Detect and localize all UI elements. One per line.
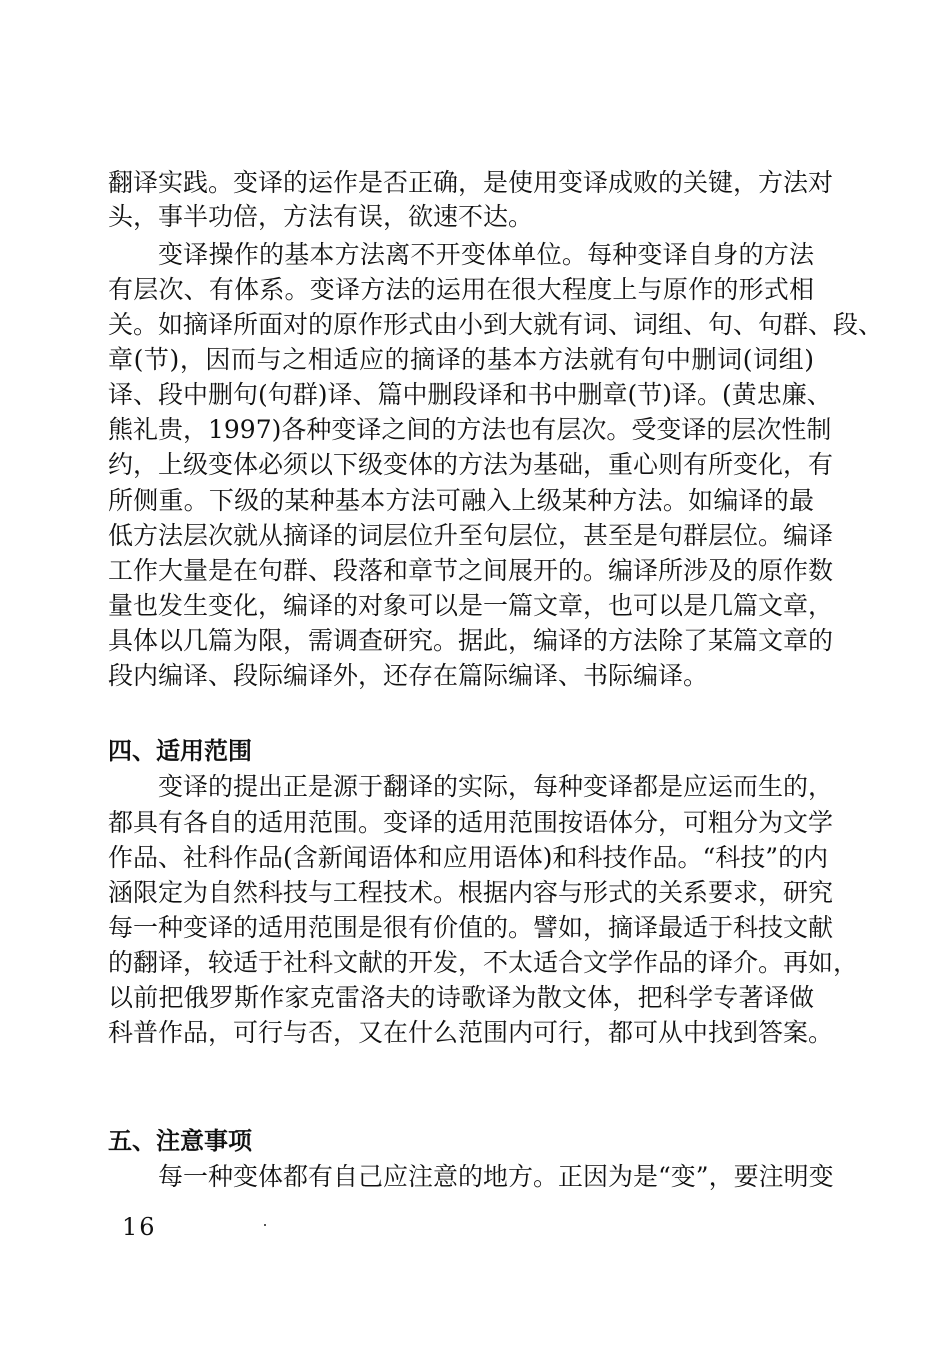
text-line: 段内编译、段际编译外，还存在篇际编译、书际编译。 — [108, 661, 709, 690]
text-line: 都具有各自的适用范围。变译的适用范围按语体分，可粗分为文学 — [108, 808, 834, 837]
section-heading: 五、注意事项 — [108, 1127, 252, 1155]
text-line: 头，事半功倍，方法有误，欲速不达。 — [108, 202, 534, 231]
text-line: 具体以几篇为限，需调查研究。据此，编译的方法除了某篇文章的 — [108, 626, 834, 655]
scan-speck — [264, 1224, 266, 1226]
text-line: 熊礼贵，1997)各种变译之间的方法也有层次。受变译的层次性制 — [108, 415, 832, 444]
text-line: 低方法层次就从摘译的词层位升至句层位，甚至是句群层位。编译 — [108, 521, 834, 550]
text-line: 译、段中删句(句群)译、篇中删段译和书中删章(节)译。(黄忠廉、 — [108, 380, 832, 409]
text-line: 量也发生变化，编译的对象可以是一篇文章，也可以是几篇文章， — [108, 591, 834, 620]
text-line: 有层次、有体系。变译方法的运用在很大程度上与原作的形式相 — [108, 275, 814, 304]
text-line: 章(节)，因而与之相适应的摘译的基本方法就有句中删词(词组) — [108, 345, 814, 374]
text-line: 科普作品，可行与否，又在什么范围内可行，都可从中找到答案。 — [108, 1018, 834, 1047]
text-line: 以前把俄罗斯作家克雷洛夫的诗歌译为散文体，把科学专著译做 — [108, 983, 814, 1012]
text-line: 约，上级变体必须以下级变体的方法为基础，重心则有所变化，有 — [108, 450, 834, 479]
text-line: 工作大量是在句群、段落和章节之间展开的。编译所涉及的原作数 — [108, 556, 834, 585]
text-line: 每一种变译的适用范围是很有价值的。譬如，摘译最适于科技文献 — [108, 913, 834, 942]
text-line: 涵限定为自然科技与工程技术。根据内容与形式的关系要求，研究 — [108, 878, 834, 907]
page-number: 16 — [122, 1213, 157, 1241]
text-line: 的翻译，较适于社科文献的开发，不太适合文学作品的译介。再如， — [108, 948, 859, 977]
text-line: 每一种变体都有自己应注意的地方。正因为是“变”，要注明变 — [158, 1162, 834, 1191]
text-line: 翻译实践。变译的运作是否正确，是使用变译成败的关键，方法对 — [108, 168, 834, 197]
text-line: 变译操作的基本方法离不开变体单位。每种变译自身的方法 — [158, 240, 814, 269]
text-line: 关。如摘译所面对的原作形式由小到大就有词、词组、句、句群、段、 — [108, 310, 884, 339]
text-line: 变译的提出正是源于翻译的实际，每种变译都是应运而生的， — [158, 772, 834, 801]
section-heading: 四、适用范围 — [108, 737, 252, 765]
text-line: 作品、社科作品(含新闻语体和应用语体)和科技作品。“科技”的内 — [108, 843, 829, 872]
text-line: 所侧重。下级的某种基本方法可融入上级某种方法。如编译的最 — [108, 486, 814, 515]
